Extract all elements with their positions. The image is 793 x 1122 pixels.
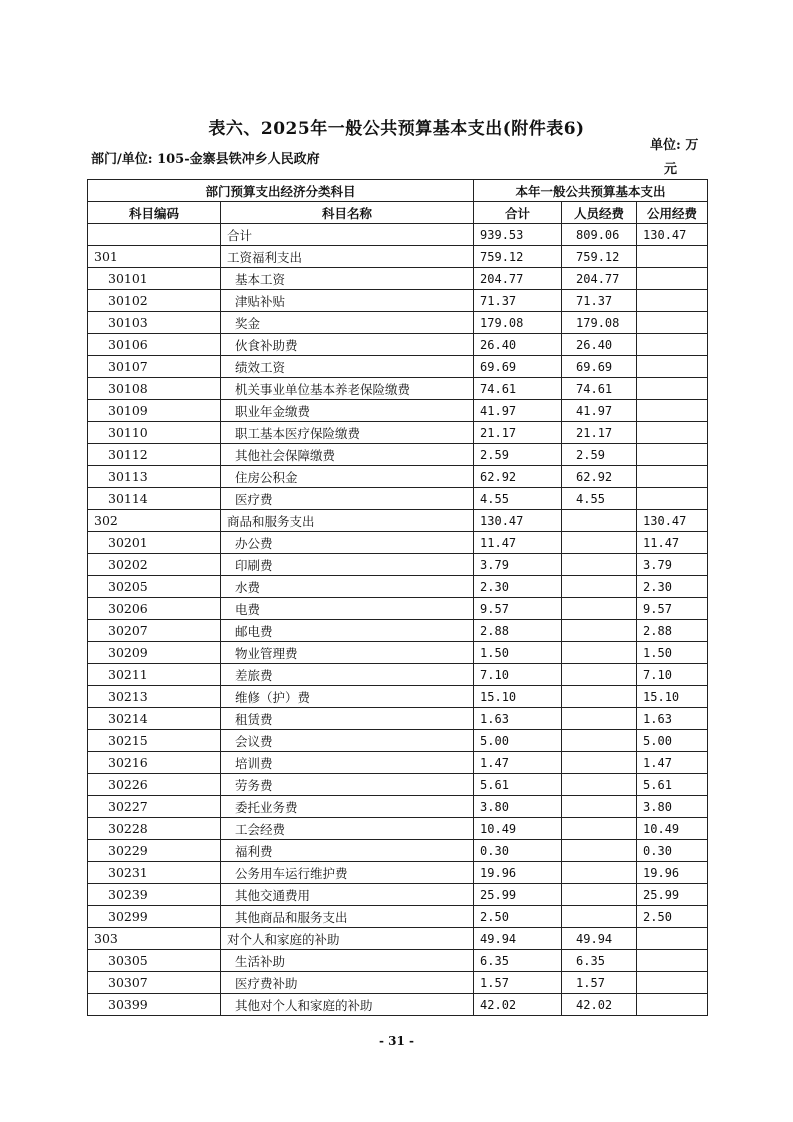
row-code-cell: 30229	[88, 840, 221, 862]
row-code-cell: 302	[88, 510, 221, 532]
row-public-cell: 11.47	[637, 532, 708, 554]
row-personnel-cell	[562, 818, 637, 840]
row-total-cell: 69.69	[474, 356, 562, 378]
table-row	[88, 466, 708, 488]
row-public-cell	[637, 950, 708, 972]
unit-label	[650, 134, 710, 182]
table-row	[88, 664, 708, 686]
row-code-cell: 30114	[88, 488, 221, 510]
row-total-cell: 759.12	[474, 246, 562, 268]
row-code-cell: 30206	[88, 598, 221, 620]
row-personnel-cell: 49.94	[562, 928, 637, 950]
row-name-cell: 福利费	[221, 840, 474, 862]
row-code-cell: 30207	[88, 620, 221, 642]
row-total-cell: 26.40	[474, 334, 562, 356]
row-public-cell	[637, 400, 708, 422]
table-row	[88, 488, 708, 510]
row-personnel-cell: 69.69	[562, 356, 637, 378]
row-public-cell	[637, 466, 708, 488]
header-public: 公用经费	[637, 202, 708, 224]
table-row	[88, 708, 708, 730]
row-public-cell: 5.00	[637, 730, 708, 752]
row-total-cell: 939.53	[474, 224, 562, 246]
row-name-cell: 机关事业单位基本养老保险缴费	[221, 378, 474, 400]
row-name-cell: 对个人和家庭的补助	[221, 928, 474, 950]
row-personnel-cell	[562, 664, 637, 686]
row-total-cell: 1.50	[474, 642, 562, 664]
row-code-cell: 30399	[88, 994, 221, 1016]
table-row	[88, 554, 708, 576]
table-row	[88, 818, 708, 840]
row-personnel-cell: 1.57	[562, 972, 637, 994]
row-code-cell: 30101	[88, 268, 221, 290]
table-row	[88, 950, 708, 972]
row-personnel-cell: 759.12	[562, 246, 637, 268]
unit-label-line2: 元	[664, 162, 678, 177]
row-code-cell: 303	[88, 928, 221, 950]
row-name-cell: 其他社会保障缴费	[221, 444, 474, 466]
table-row	[88, 686, 708, 708]
row-public-cell	[637, 312, 708, 334]
row-personnel-cell: 74.61	[562, 378, 637, 400]
table-row	[88, 972, 708, 994]
row-personnel-cell: 42.02	[562, 994, 637, 1016]
row-total-cell: 5.00	[474, 730, 562, 752]
row-total-cell: 179.08	[474, 312, 562, 334]
row-public-cell	[637, 290, 708, 312]
row-total-cell: 1.63	[474, 708, 562, 730]
row-personnel-cell: 809.06	[562, 224, 637, 246]
department-label: 部门/单位: 105-金寨县铁冲乡人民政府	[91, 152, 320, 167]
row-name-cell: 其他交通费用	[221, 884, 474, 906]
table-row	[88, 598, 708, 620]
row-code-cell: 30113	[88, 466, 221, 488]
row-name-cell: 伙食补助费	[221, 334, 474, 356]
header-group-basic-expenditure: 本年一般公共预算基本支出	[474, 180, 708, 202]
row-name-cell: 劳务费	[221, 774, 474, 796]
row-personnel-cell	[562, 752, 637, 774]
row-personnel-cell	[562, 598, 637, 620]
row-name-cell: 水费	[221, 576, 474, 598]
row-total-cell: 7.10	[474, 664, 562, 686]
row-public-cell: 2.30	[637, 576, 708, 598]
table-row	[88, 796, 708, 818]
header-group-classification: 部门预算支出经济分类科目	[88, 180, 474, 202]
row-name-cell: 住房公积金	[221, 466, 474, 488]
table-row	[88, 268, 708, 290]
row-personnel-cell: 26.40	[562, 334, 637, 356]
row-name-cell: 差旅费	[221, 664, 474, 686]
row-personnel-cell	[562, 642, 637, 664]
table-row	[88, 510, 708, 532]
header-name: 科目名称	[221, 202, 474, 224]
row-code-cell: 30107	[88, 356, 221, 378]
table-row	[88, 444, 708, 466]
row-personnel-cell	[562, 840, 637, 862]
row-total-cell: 5.61	[474, 774, 562, 796]
row-public-cell	[637, 356, 708, 378]
row-total-cell: 49.94	[474, 928, 562, 950]
row-personnel-cell	[562, 730, 637, 752]
row-public-cell: 9.57	[637, 598, 708, 620]
row-total-cell: 1.47	[474, 752, 562, 774]
row-personnel-cell: 6.35	[562, 950, 637, 972]
table-row	[88, 422, 708, 444]
row-code-cell: 30106	[88, 334, 221, 356]
row-name-cell: 津贴补贴	[221, 290, 474, 312]
row-public-cell: 1.50	[637, 642, 708, 664]
row-total-cell: 3.79	[474, 554, 562, 576]
row-code-cell: 30228	[88, 818, 221, 840]
unit-label-line1: 单位: 万	[650, 138, 699, 153]
row-personnel-cell	[562, 532, 637, 554]
row-total-cell: 3.80	[474, 796, 562, 818]
row-name-cell: 职工基本医疗保险缴费	[221, 422, 474, 444]
header-code: 科目编码	[88, 202, 221, 224]
table-row	[88, 620, 708, 642]
row-public-cell: 19.96	[637, 862, 708, 884]
header-personnel: 人员经费	[562, 202, 637, 224]
row-code-cell: 30216	[88, 752, 221, 774]
row-public-cell	[637, 488, 708, 510]
row-code-cell: 30214	[88, 708, 221, 730]
row-total-cell: 1.57	[474, 972, 562, 994]
table-row	[88, 884, 708, 906]
row-code-cell: 30102	[88, 290, 221, 312]
table-header	[88, 180, 708, 224]
row-public-cell: 2.88	[637, 620, 708, 642]
row-total-cell: 62.92	[474, 466, 562, 488]
row-code-cell: 30112	[88, 444, 221, 466]
table-row	[88, 224, 708, 246]
row-personnel-cell	[562, 576, 637, 598]
row-public-cell: 15.10	[637, 686, 708, 708]
row-name-cell: 基本工资	[221, 268, 474, 290]
row-code-cell: 30239	[88, 884, 221, 906]
row-name-cell: 其他对个人和家庭的补助	[221, 994, 474, 1016]
row-public-cell	[637, 444, 708, 466]
row-code-cell: 30110	[88, 422, 221, 444]
row-total-cell: 2.30	[474, 576, 562, 598]
row-public-cell	[637, 268, 708, 290]
row-code-cell: 30109	[88, 400, 221, 422]
row-name-cell: 物业管理费	[221, 642, 474, 664]
row-code-cell: 30201	[88, 532, 221, 554]
row-code-cell: 30299	[88, 906, 221, 928]
row-name-cell: 委托业务费	[221, 796, 474, 818]
row-code-cell: 301	[88, 246, 221, 268]
table-row	[88, 290, 708, 312]
row-code-cell: 30215	[88, 730, 221, 752]
table-row	[88, 642, 708, 664]
row-name-cell: 生活补助	[221, 950, 474, 972]
row-personnel-cell: 71.37	[562, 290, 637, 312]
row-name-cell: 邮电费	[221, 620, 474, 642]
row-code-cell: 30103	[88, 312, 221, 334]
row-name-cell: 电费	[221, 598, 474, 620]
row-code-cell: 30202	[88, 554, 221, 576]
row-total-cell: 9.57	[474, 598, 562, 620]
row-total-cell: 19.96	[474, 862, 562, 884]
row-public-cell	[637, 994, 708, 1016]
table-row	[88, 378, 708, 400]
row-public-cell: 1.63	[637, 708, 708, 730]
table-row	[88, 246, 708, 268]
table-row	[88, 928, 708, 950]
table-row	[88, 730, 708, 752]
row-total-cell: 4.55	[474, 488, 562, 510]
row-public-cell: 1.47	[637, 752, 708, 774]
table-row	[88, 906, 708, 928]
row-total-cell: 15.10	[474, 686, 562, 708]
table-row	[88, 532, 708, 554]
row-total-cell: 0.30	[474, 840, 562, 862]
row-name-cell: 医疗费补助	[221, 972, 474, 994]
table-row	[88, 862, 708, 884]
row-total-cell: 6.35	[474, 950, 562, 972]
row-personnel-cell: 204.77	[562, 268, 637, 290]
row-total-cell: 71.37	[474, 290, 562, 312]
row-code-cell	[88, 224, 221, 246]
row-personnel-cell: 21.17	[562, 422, 637, 444]
row-name-cell: 合计	[221, 224, 474, 246]
row-name-cell: 培训费	[221, 752, 474, 774]
row-total-cell: 2.50	[474, 906, 562, 928]
row-name-cell: 印刷费	[221, 554, 474, 576]
row-code-cell: 30213	[88, 686, 221, 708]
row-name-cell: 办公费	[221, 532, 474, 554]
row-public-cell	[637, 972, 708, 994]
table-row	[88, 312, 708, 334]
row-name-cell: 维修（护）费	[221, 686, 474, 708]
row-public-cell: 130.47	[637, 510, 708, 532]
table-row	[88, 774, 708, 796]
row-public-cell	[637, 246, 708, 268]
row-personnel-cell	[562, 686, 637, 708]
row-code-cell: 30227	[88, 796, 221, 818]
row-total-cell: 21.17	[474, 422, 562, 444]
table-row	[88, 840, 708, 862]
row-total-cell: 11.47	[474, 532, 562, 554]
table-row	[88, 400, 708, 422]
row-total-cell: 204.77	[474, 268, 562, 290]
row-name-cell: 工资福利支出	[221, 246, 474, 268]
row-code-cell: 30209	[88, 642, 221, 664]
row-code-cell: 30305	[88, 950, 221, 972]
row-name-cell: 会议费	[221, 730, 474, 752]
row-public-cell	[637, 422, 708, 444]
row-public-cell	[637, 928, 708, 950]
table-row	[88, 356, 708, 378]
row-name-cell: 商品和服务支出	[221, 510, 474, 532]
row-personnel-cell	[562, 708, 637, 730]
row-personnel-cell	[562, 862, 637, 884]
row-total-cell: 2.59	[474, 444, 562, 466]
row-public-cell: 130.47	[637, 224, 708, 246]
row-total-cell: 25.99	[474, 884, 562, 906]
row-code-cell: 30211	[88, 664, 221, 686]
document-title: 表六、2025年一般公共预算基本支出(附件表6)	[208, 119, 585, 139]
row-personnel-cell	[562, 906, 637, 928]
row-name-cell: 职业年金缴费	[221, 400, 474, 422]
row-public-cell: 7.10	[637, 664, 708, 686]
table-row	[88, 752, 708, 774]
budget-table	[87, 179, 708, 1016]
row-public-cell: 3.79	[637, 554, 708, 576]
row-personnel-cell	[562, 884, 637, 906]
row-personnel-cell	[562, 796, 637, 818]
row-public-cell	[637, 334, 708, 356]
row-public-cell: 10.49	[637, 818, 708, 840]
table-row	[88, 576, 708, 598]
row-personnel-cell: 4.55	[562, 488, 637, 510]
row-public-cell: 5.61	[637, 774, 708, 796]
row-personnel-cell	[562, 774, 637, 796]
table-row	[88, 994, 708, 1016]
row-total-cell: 2.88	[474, 620, 562, 642]
row-name-cell: 公务用车运行维护费	[221, 862, 474, 884]
table-body	[88, 224, 708, 1016]
row-total-cell: 130.47	[474, 510, 562, 532]
row-public-cell: 3.80	[637, 796, 708, 818]
row-personnel-cell	[562, 620, 637, 642]
row-personnel-cell	[562, 510, 637, 532]
row-name-cell: 医疗费	[221, 488, 474, 510]
row-personnel-cell: 41.97	[562, 400, 637, 422]
row-name-cell: 租赁费	[221, 708, 474, 730]
row-name-cell: 工会经费	[221, 818, 474, 840]
row-total-cell: 74.61	[474, 378, 562, 400]
row-public-cell: 2.50	[637, 906, 708, 928]
row-public-cell: 25.99	[637, 884, 708, 906]
row-personnel-cell	[562, 554, 637, 576]
row-total-cell: 41.97	[474, 400, 562, 422]
table-row	[88, 334, 708, 356]
row-code-cell: 30231	[88, 862, 221, 884]
row-code-cell: 30108	[88, 378, 221, 400]
page-number: - 31 -	[378, 1034, 414, 1048]
row-code-cell: 30205	[88, 576, 221, 598]
row-public-cell	[637, 378, 708, 400]
row-name-cell: 绩效工资	[221, 356, 474, 378]
row-total-cell: 10.49	[474, 818, 562, 840]
row-name-cell: 奖金	[221, 312, 474, 334]
header-total: 合计	[474, 202, 562, 224]
row-code-cell: 30226	[88, 774, 221, 796]
row-total-cell: 42.02	[474, 994, 562, 1016]
row-personnel-cell: 2.59	[562, 444, 637, 466]
row-personnel-cell: 179.08	[562, 312, 637, 334]
row-personnel-cell: 62.92	[562, 466, 637, 488]
row-public-cell: 0.30	[637, 840, 708, 862]
row-name-cell: 其他商品和服务支出	[221, 906, 474, 928]
row-code-cell: 30307	[88, 972, 221, 994]
